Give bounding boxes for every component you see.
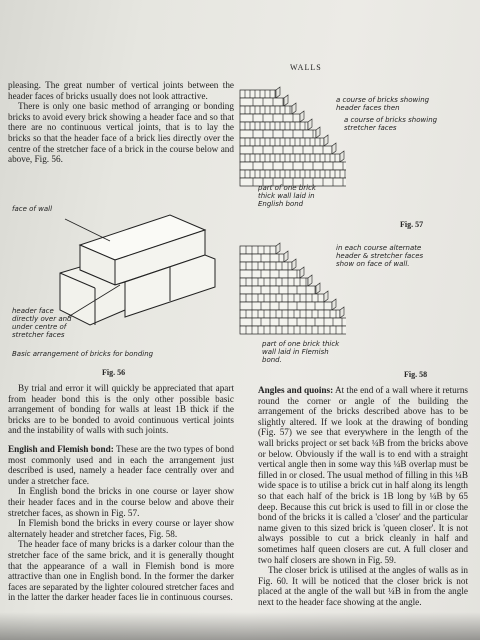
paragraph: pleasing. The great number of vertical joints between the header faces of bricks usually does not look attractive. [8, 80, 234, 101]
paragraph: By trial and error it will quickly be appreciated that apart from header bond this is the only other possible basic arrangement of bonding for walls at least 1B thick if the bricks are to be bonded to avoid continuous vertical joints and the instability of walls with such joints. [8, 383, 234, 436]
paragraph: The header face of many bricks is a darker colour than the stretcher face of the same brick, and it is generally thought that the appearance of a wall in Flemish bond is more attractive than one in English bond. In the former the darker faces are separated by the lighter coloured stretcher faces and in the latter the darker header faces lie in continuous courses. [8, 539, 234, 603]
paragraph [258, 385, 468, 565]
fig57-label-b: a course of bricks showing stretcher faces [344, 116, 438, 132]
left-column-bottom [8, 383, 234, 603]
fig58-label-a: in each course alternate header & stretcher faces show on face of wall. [336, 244, 424, 268]
section-heading: English and Flemish bond: [8, 443, 114, 454]
page-edge-shadow [0, 612, 480, 640]
paragraph [8, 444, 234, 486]
fig57-label-c: part of one brick thick wall laid in English bond [258, 184, 316, 208]
left-column-top [8, 80, 234, 165]
section-heading: Angles and quoins: [258, 385, 334, 395]
fig56-label-face: face of wall [12, 205, 53, 213]
paragraph: In English bond the bricks in one course or layer show their header faces and in the course below and above their stretcher faces, as shown in Fig. 57. [8, 486, 234, 518]
fig58-label-b: part of one brick thick wall laid in Flemish bond. [262, 340, 340, 364]
fig56-label-basic: Basic arrangement of bricks for bonding [12, 350, 154, 358]
fig58-caption: Fig. 58 [404, 370, 428, 379]
fig56-label-header: header face directly over and under centre of stretcher faces [12, 307, 72, 339]
brick-course [240, 243, 280, 254]
brick-course [240, 87, 280, 98]
paragraph-text: At the end of a wall where it returns round the corner or angle of the building the arrangement of the bricks described above has to be slightly altered. If we look at the drawing of bonding (Fig. 57) we see that everywhere in the length of the wall bricks project or set back ¼B from the bricks above or below. Obviously if the wall is to end with a straight vertical angle then in some way this ¼B overlap must be filled in or closed. The usual method of filling in this ¼B wide space is to utilise a brick cut in half along its length so that each half of the brick is 1B long by ¼B by 65 deep. Because this cut brick is used to fill in or close the bond of the bricks it is called a 'closer' and the particular name given to this sized brick is 'queen closer'. It is not always possible to cut a brick cleanly in half and sometimes half queen closers are cut. A full closer and two half closers are shown in Fig. 59. [258, 385, 469, 565]
paragraph: In Flemish bond the bricks in every course or layer show alternately header and stretcher faces, Fig. 58. [8, 518, 234, 539]
fig57-label-a: a course of bricks showing header faces then [336, 96, 430, 112]
figure-58-drawing [236, 238, 346, 348]
fig57-caption: Fig. 57 [400, 220, 424, 229]
paragraph: There is only one basic method of arranging or bonding bricks to avoid every brick showing a header face and so that there are no continuous vertical joints, that is to lay the bricks so that the header face of a brick lies directly over the centre of the stretcher face of a brick in the course below and above, Fig. 56. [8, 101, 234, 165]
fig56-caption: Fig. 56 [102, 368, 126, 377]
paragraph: The closer brick is utilised at the angles of walls as in Fig. 60. It will be noticed that the closer brick is not placed at the angle of the wall but ¼B in from the angle next to the header face showing at the angle. [258, 565, 468, 607]
leader-line [65, 219, 110, 241]
running-header: WALLS [290, 63, 322, 72]
paragraph-text: These are the two types of bond most commonly used and in each the arrangement just described is used, namely a header face centrally over and under a stretcher face. [8, 443, 234, 486]
right-column [258, 385, 468, 607]
